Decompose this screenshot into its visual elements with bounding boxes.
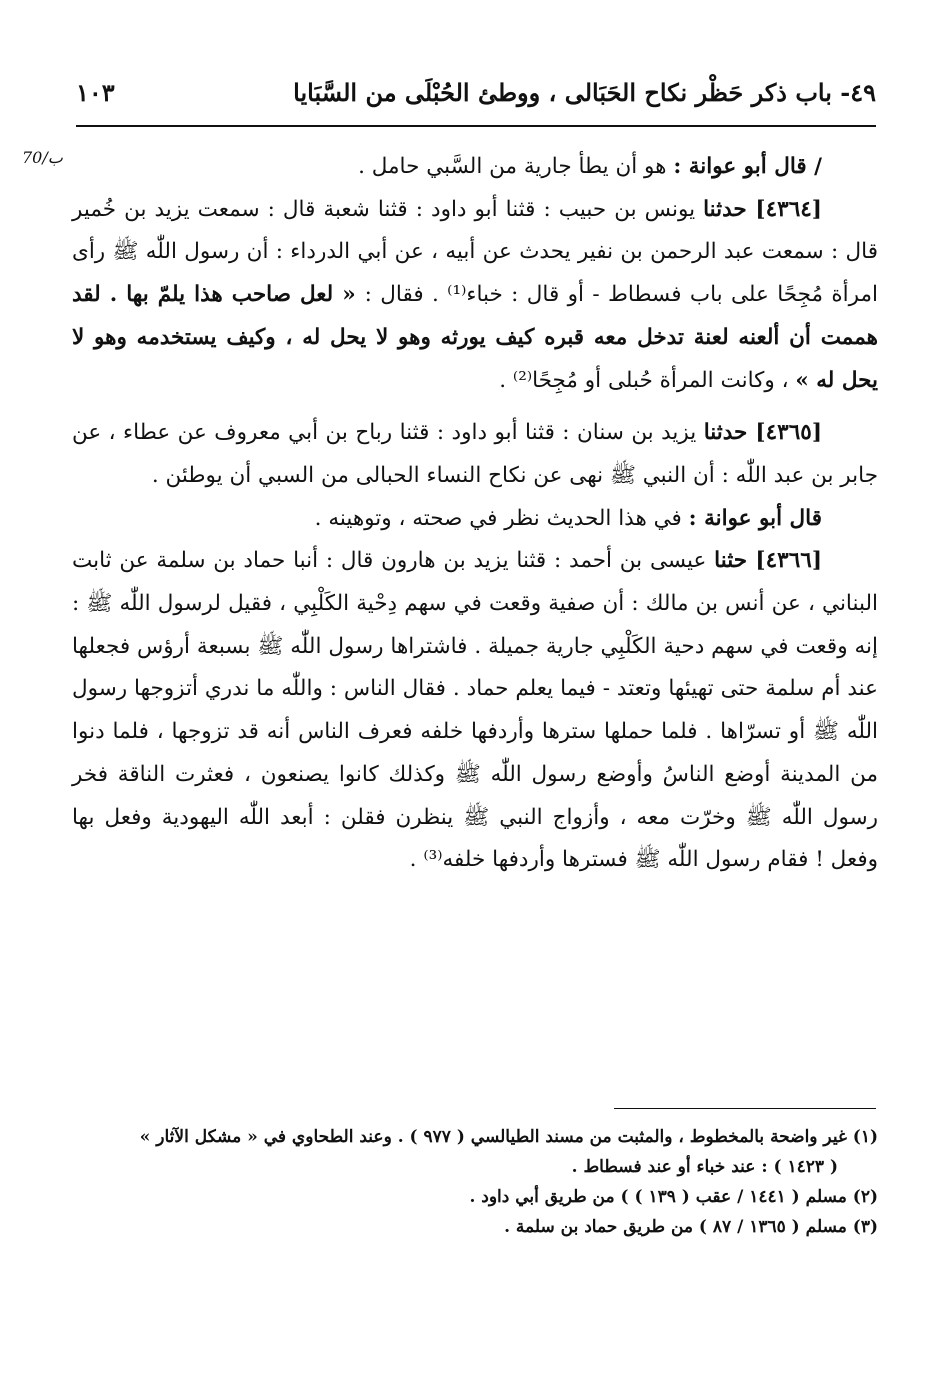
page-number: ١٠٣ [76, 78, 115, 107]
paragraph-abu-awana-note [72, 146, 878, 189]
footnotes [72, 1122, 878, 1242]
paragraph-abu-awana-comment [72, 498, 878, 541]
footnote-1: (١) غير واضحة بالمخطوط ، والمثبت من مسند الطيالسي ( ٩٧٧ ) . وعند الطحاوي في « مشكل الآثار » [139, 1127, 878, 1147]
hadith-text: يزيد بن سنان : قثنا أبو داود : قثنا رباح بن أبي معروف عن عطاء ، عن جابر بن عبد اللّٰه : أن النبي ﷺ نهى عن نكاح النساء الحبالى من السبي أن يوطئن . [72, 420, 878, 488]
page-header [76, 78, 876, 118]
paragraph-lead: / قال أبو عوانة : [673, 154, 822, 179]
chapter-title: ٤٩- باب ذكر حَظْر نكاح الحَبَالى ، ووطئ الحُبْلَى من السَّبَايا [293, 78, 876, 107]
footnote-divider [614, 1108, 876, 1109]
hadith-4364 [72, 189, 878, 403]
hadith-4366 [72, 540, 878, 882]
header-divider [76, 125, 876, 127]
hadith-4365 [72, 412, 878, 497]
hadith-number: [٤٣٦٤] حدثنا [703, 196, 822, 222]
footnote-2: (٢) مسلم ( ١٤٤١ / عقب ( ١٣٩ ) ) من طريق أبي داود . [469, 1187, 878, 1207]
manuscript-folio-note: 70/ب [22, 148, 63, 167]
hadith-tail: ، وكانت المرأة حُبلى أو مُجِحًا⁽²⁾ . [499, 367, 796, 393]
footnote-1-continued: ( ١٤٢٣ ) : عند خباء أو عند فسطاط . [571, 1157, 838, 1177]
hadith-number: [٤٣٦٦] حثنا [714, 548, 822, 574]
paragraph-lead: قال أبو عوانة : [688, 505, 822, 531]
paragraph-text: هو أن يطأ جارية من السَّبي حامل . [358, 154, 674, 179]
hadith-number: [٤٣٦٥] حدثنا [703, 420, 822, 446]
paragraph-text: في هذا الحديث نظر في صحته ، وتوهينه . [314, 505, 689, 531]
footnote-3: (٣) مسلم ( ١٣٦٥ / ٨٧ ) من طريق حماد بن سلمة . [504, 1217, 878, 1237]
main-text [72, 146, 878, 882]
hadith-text: عيسى بن أحمد : قثنا يزيد بن هارون قال : أنبا حماد بن سلمة عن ثابت البناني ، عن أنس بن مالك : أن صفية وقعت في سهم دِحْية الكَلْبِي ، فقيل لرسول اللّٰه ﷺ : إنه وقعت في سهم دحية الكَلْبِي جارية جميلة . فاشتراها رسول اللّٰه ﷺ بسبعة أرؤس فجعلها عند أم سلمة حتى تهيئها وتعتد - فيما يعلم حماد . فقال الناس : واللّٰه ما ندري أتزوجها رسول اللّٰه ﷺ أو تسرّاها . فلما حملها سترها وأردفها خلفه فعرف الناس أنه قد تزوجها ، فلما دنوا من المدينة أوضع الناسُ وأوضع رسول اللّٰه ﷺ وكذلك كانوا يصنعون ، فعثرت الناقة فخر رسول اللّٰه ﷺ وخرّت معه ، وأزواج النبي ﷺ ينظرن فقلن : أبعد اللّٰه اليهودية وفعل بها وفعل ! فقام رسول اللّٰه ﷺ فسترها وأردفها خلفه⁽³⁾ . [72, 548, 879, 873]
hadith-quote: « لعل صاحب هذا يلمّ بها . لقد هممت أن ألعنه لعنة تدخل معه قبره كيف يورثه وهو لا يحل له ، وكيف يستخدمه وهو لا يحل له » [72, 282, 878, 393]
hadith-text: يونس بن حبيب : قثنا أبو داود : قثنا شعبة قال : سمعت يزيد بن خُمير قال : سمعت عبد الرحمن بن نفير يحدث عن أبيه ، عن أبي الدرداء : أن رسول اللّٰه ﷺ رأى امرأة مُجِحًا على باب فسطاط - أو قال : خباء⁽¹⁾ . فقال : [72, 196, 879, 308]
